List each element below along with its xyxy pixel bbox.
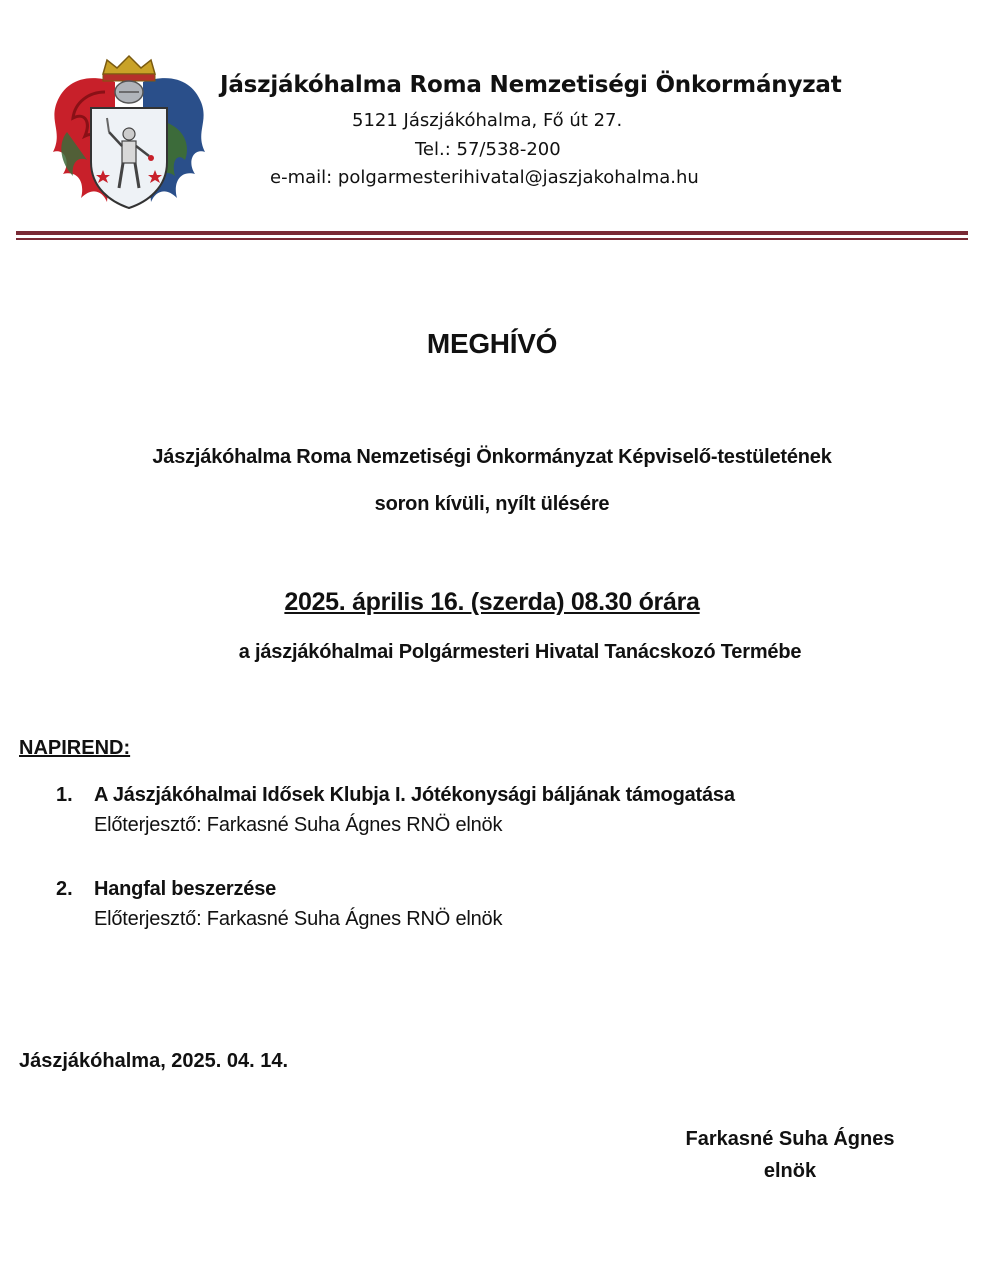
agenda-item-number: 2. [56, 878, 73, 900]
header-divider-thick [16, 231, 968, 235]
agenda-item [56, 784, 735, 837]
agenda-item-title: Hangfal beszerzése [94, 878, 277, 900]
organization-name: Jászjákóhalma Roma Nemzetiségi Önkormányzat [220, 72, 842, 98]
agenda-item-number: 1. [56, 784, 73, 806]
agenda-item-presenter: Előterjesztő: Farkasné Suha Ágnes RNÖ elnök [94, 814, 503, 836]
agenda-item [56, 878, 502, 931]
agenda-item-presenter: Előterjesztő: Farkasné Suha Ágnes RNÖ elnök [94, 908, 503, 930]
organization-phone: Tel.: 57/538-200 [415, 139, 561, 160]
invitation-subtitle-line1: Jászjákóhalma Roma Nemzetiségi Önkormányzat Képviselő-testületének [152, 446, 832, 468]
document-title: MEGHÍVÓ [426, 328, 558, 359]
signatory-name: Farkasné Suha Ágnes [685, 1128, 895, 1150]
organization-address: 5121 Jászjákóhalma, Fő út 27. [352, 110, 623, 131]
invitation-subtitle-line2: soron kívüli, nyílt ülésére [374, 493, 610, 515]
organization-email: e-mail: polgarmesterihivatal@jaszjakohalma.hu [270, 167, 699, 188]
header-divider-thin [16, 238, 968, 240]
meeting-venue: a jászjákóhalmai Polgármesteri Hivatal Tanácskozó Termébe [238, 641, 802, 663]
agenda-heading: NAPIREND: [19, 737, 131, 759]
place-and-date: Jászjákóhalma, 2025. 04. 14. [19, 1050, 289, 1072]
signatory-role: elnök [763, 1160, 817, 1182]
coat-of-arms-icon [45, 52, 213, 214]
agenda-item-title: A Jászjákóhalmai Idősek Klubja I. Jótékonysági báljának támogatása [94, 784, 735, 806]
meeting-date-time: 2025. április 16. (szerda) 08.30 órára [284, 588, 700, 616]
